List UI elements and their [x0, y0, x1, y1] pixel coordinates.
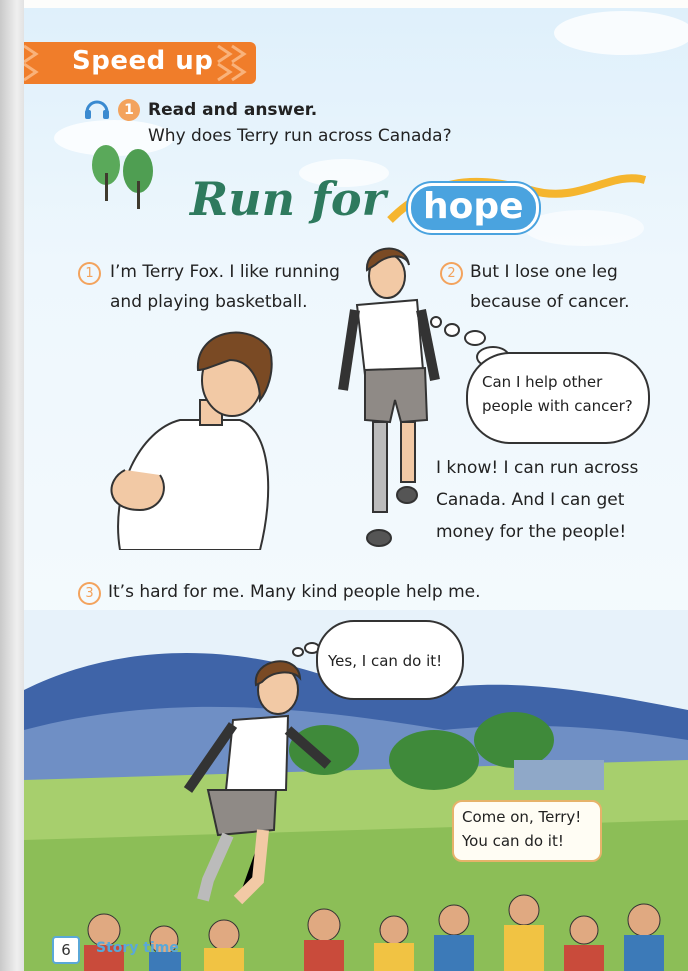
thought-dot — [444, 323, 460, 337]
thought-dot — [292, 647, 304, 657]
panel-number: 3 — [78, 582, 101, 605]
headphones-icon[interactable] — [84, 98, 110, 120]
terry-standing-illustration — [335, 240, 445, 555]
thought1-line2: people with cancer? — [482, 397, 633, 415]
title-hope-badge — [408, 183, 539, 233]
task-question: Why does Terry run across Canada? — [148, 126, 452, 146]
tree-icon — [90, 143, 160, 213]
thought-dot — [430, 316, 442, 328]
panel3-line1: It’s hard for me. Many kind people help me. — [108, 582, 481, 602]
terry-running-illustration — [178, 650, 338, 920]
panel2-line1: But I lose one leg — [470, 262, 618, 282]
panel1-line1: I’m Terry Fox. I like running — [110, 262, 340, 282]
title-hope: hope — [423, 186, 524, 227]
banner-stripes-right — [214, 42, 254, 84]
thought-dot — [464, 330, 486, 346]
crowd-line2: You can do it! — [462, 832, 564, 850]
banner-stripes — [24, 42, 64, 84]
narration-line1: I know! I can run across — [436, 458, 639, 478]
panel-number: 2 — [440, 262, 463, 285]
terry-portrait-illustration — [100, 320, 280, 550]
thought2-text: Yes, I can do it! — [328, 652, 443, 670]
panel1-line2: and playing basketball. — [110, 292, 308, 312]
task-instruction: Read and answer. — [148, 100, 318, 120]
page-binding — [0, 0, 24, 971]
panel2-line2: because of cancer. — [470, 292, 630, 312]
narration-line3: money for the people! — [436, 522, 627, 542]
narration-line2: Canada. And I can get — [436, 490, 625, 510]
thought1-line1: Can I help other — [482, 373, 603, 391]
section-title: Speed up — [72, 46, 214, 76]
page-number: 6 — [52, 936, 80, 964]
footer-label: Story time — [96, 940, 179, 956]
crowd-line1: Come on, Terry! — [462, 808, 582, 826]
story-title: Run for — [190, 172, 386, 226]
panel-number: 1 — [78, 262, 101, 285]
task-number: 1 — [118, 99, 140, 121]
